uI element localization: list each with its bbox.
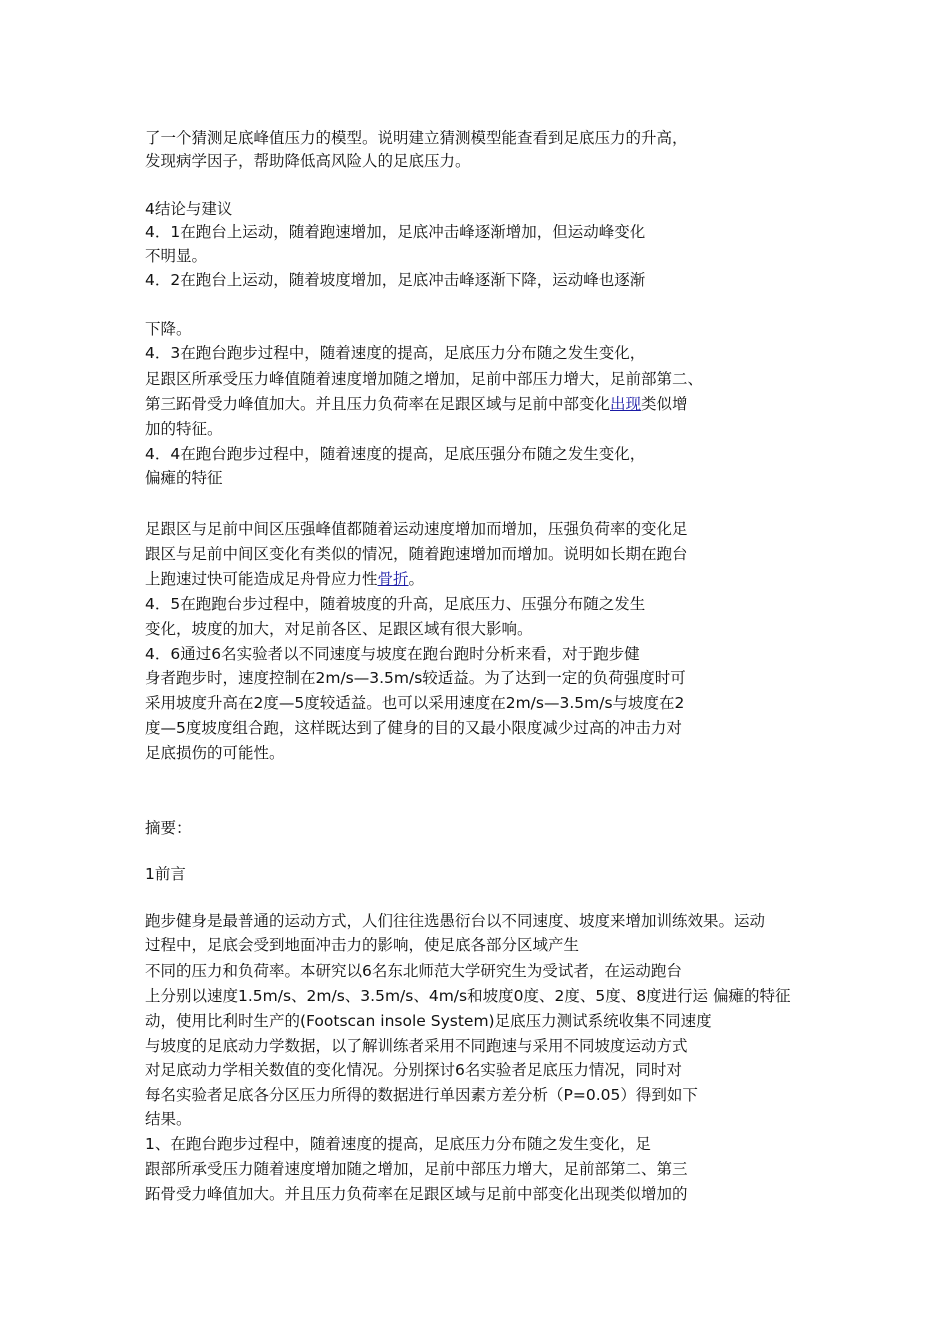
link-guzhe[interactable]: 骨折 [377, 570, 409, 588]
text-line: 足底损伤的可能性。 [145, 744, 285, 762]
text-line: 度—5度坡度组合跑，这样既达到了健身的目的又最小限度减少过高的冲击力对 [145, 719, 682, 737]
text-line: 跟部所承受压力随着速度增加随之增加，足前中部压力增大，足前部第二、第三 [145, 1160, 688, 1178]
text-line: 身者跑步时，速度控制在2m/s—3.5m/s较适益。为了达到一定的负荷强度时可 [145, 669, 686, 687]
text-line: 下降。 [145, 320, 192, 338]
text-line: 不同的压力和负荷率。本研究以6名东北师范大学研究生为受试者，在运动跑台 [145, 962, 682, 980]
text-line: 足跟区与足前中间区压强峰值都随着运动速度增加而增加，压强负荷率的变化足 [145, 520, 688, 538]
text-line: 结果。 [145, 1110, 192, 1128]
text-line: 采用坡度升高在2度—5度较适益。也可以采用速度在2m/s—3.5m/s与坡度在2 [145, 694, 685, 712]
text-line: 1、在跑台跑步过程中，随着速度的提高，足底压力分布随之发生变化，足 [145, 1135, 651, 1153]
text-segment: 第三跖骨受力峰值加大。并且压力负荷率在足跟区域与足前中部变化 [145, 395, 611, 413]
link-chuxian[interactable]: 出现 [610, 395, 642, 413]
text-line [145, 568, 424, 590]
text-line: 4．3在跑台跑步过程中，随着速度的提高，足底压力分布随之发生变化， [145, 344, 646, 362]
section-heading: 1前言 [145, 865, 186, 883]
text-segment: 上跑速过快可能造成足舟骨应力性 [145, 570, 378, 588]
text-line: 偏瘫的特征 [145, 469, 223, 487]
text-segment: 。 [408, 570, 425, 588]
text-line [145, 393, 688, 415]
text-line: 每名实验者足底各分区压力所得的数据进行单因素方差分析（P=0.05）得到如下 [145, 1086, 698, 1104]
text-line: 了一个猜测足底峰值压力的模型。说明建立猜测模型能查看到足底压力的升高， [145, 129, 688, 147]
text-line: 4．2在跑台上运动，随着坡度增加，足底冲击峰逐渐下降，运动峰也逐渐 [145, 271, 646, 289]
text-line: 与坡度的足底动力学数据，以了解训练者采用不同跑速与采用不同坡度运动方式 [145, 1037, 688, 1055]
text-line: 4．4在跑台跑步过程中，随着速度的提高，足底压强分布随之发生变化， [145, 445, 646, 463]
text-line: 4．1在跑台上运动，随着跑速增加，足底冲击峰逐渐增加，但运动峰变化 [145, 223, 646, 241]
text-line: 足跟区所承受压力峰值随着速度增加随之增加，足前中部压力增大，足前部第二、 [145, 370, 704, 388]
text-line: 跟区与足前中间区变化有类似的情况，随着跑速增加而增加。说明如长期在跑台 [145, 545, 688, 563]
text-line: 动，使用比利时生产的(Footscan insole System)足底压力测试系统收集不同速度 [145, 1012, 712, 1030]
text-segment: 类似增 [641, 395, 688, 413]
text-line: 跑步健身是最普通的运动方式，人们往往选愚衍台以不同速度、坡度来增加训练效果。运动 [145, 912, 766, 930]
text-line: 跖骨受力峰值加大。并且压力负荷率在足跟区域与足前中部变化出现类似增加的 [145, 1185, 688, 1203]
text-line: 过程中，足底会受到地面冲击力的影响，使足底各部分区域产生 [145, 936, 580, 954]
text-line: 对足底动力学相关数值的变化情况。分别探讨6名实验者足底压力情况，同时对 [145, 1061, 682, 1079]
text-line: 不明显。 [145, 247, 208, 265]
text-line: 4．6通过6名实验者以不同速度与坡度在跑台跑时分析来看，对于跑步健 [145, 645, 640, 663]
abstract-heading: 摘要： [145, 819, 192, 837]
text-line: 加的特征。 [145, 420, 223, 438]
text-line: 变化，坡度的加大，对足前各区、足跟区域有很大影响。 [145, 620, 533, 638]
text-line: 上分别以速度1.5m/s、2m/s、3.5m/s、4m/s和坡度0度、2度、5度、8度进行运 偏瘫的特征 [145, 987, 791, 1005]
text-line: 4．5在跑跑台步过程中，随着坡度的升高，足底压力、压强分布随之发生 [145, 595, 646, 613]
section-heading: 4结论与建议 [145, 200, 233, 218]
text-line: 发现病学因子，帮助降低高风险人的足底压力。 [145, 152, 471, 170]
